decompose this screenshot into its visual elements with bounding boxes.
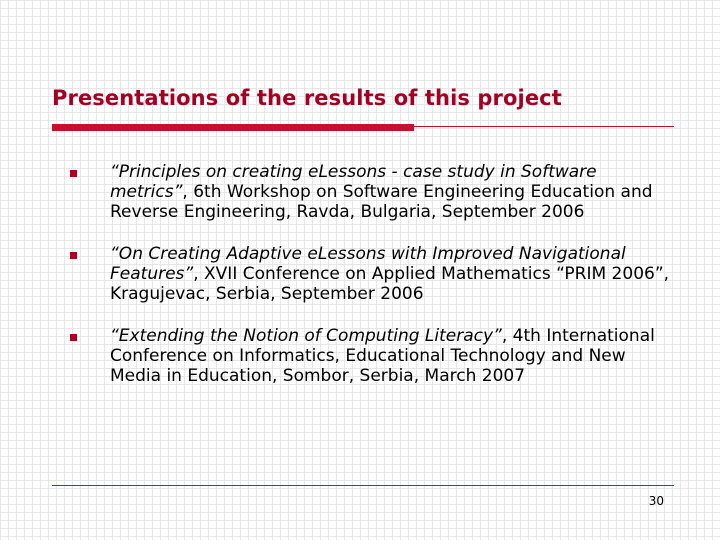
- slide-title: Presentations of the results of this project: [52, 86, 562, 110]
- title-underline-thick: [52, 124, 414, 131]
- publication-item: [70, 326, 670, 386]
- publication-item: [70, 162, 670, 222]
- title-underline-thin: [414, 126, 674, 127]
- square-bullet-icon: [70, 334, 77, 341]
- publication-title: “On Creating Adaptive eLessons with Improved Navigational Features”: [110, 244, 626, 284]
- page-number: 30: [648, 494, 664, 508]
- publication-details: , 4th International Conference on Informatics, Educational Technology and New Media in Education, Sombor, Serbia, March 2007: [110, 326, 655, 386]
- square-bullet-icon: [70, 252, 77, 259]
- publication-title: “Principles on creating eLessons - case study in Software metrics”: [110, 162, 597, 202]
- square-bullet-icon: [70, 170, 77, 177]
- publication-list: [70, 162, 670, 408]
- footer-rule: [52, 485, 674, 486]
- publication-details: , XVII Conference on Applied Mathematics “PRIM 2006”, Kragujevac, Serbia, September 2006: [110, 264, 670, 304]
- publication-details: , 6th Workshop on Software Engineering Education and Reverse Engineering, Ravda, Bulgaria, September 2006: [110, 182, 653, 222]
- publication-title: “Extending the Notion of Computing Literacy”: [110, 326, 502, 346]
- publication-item: [70, 244, 670, 304]
